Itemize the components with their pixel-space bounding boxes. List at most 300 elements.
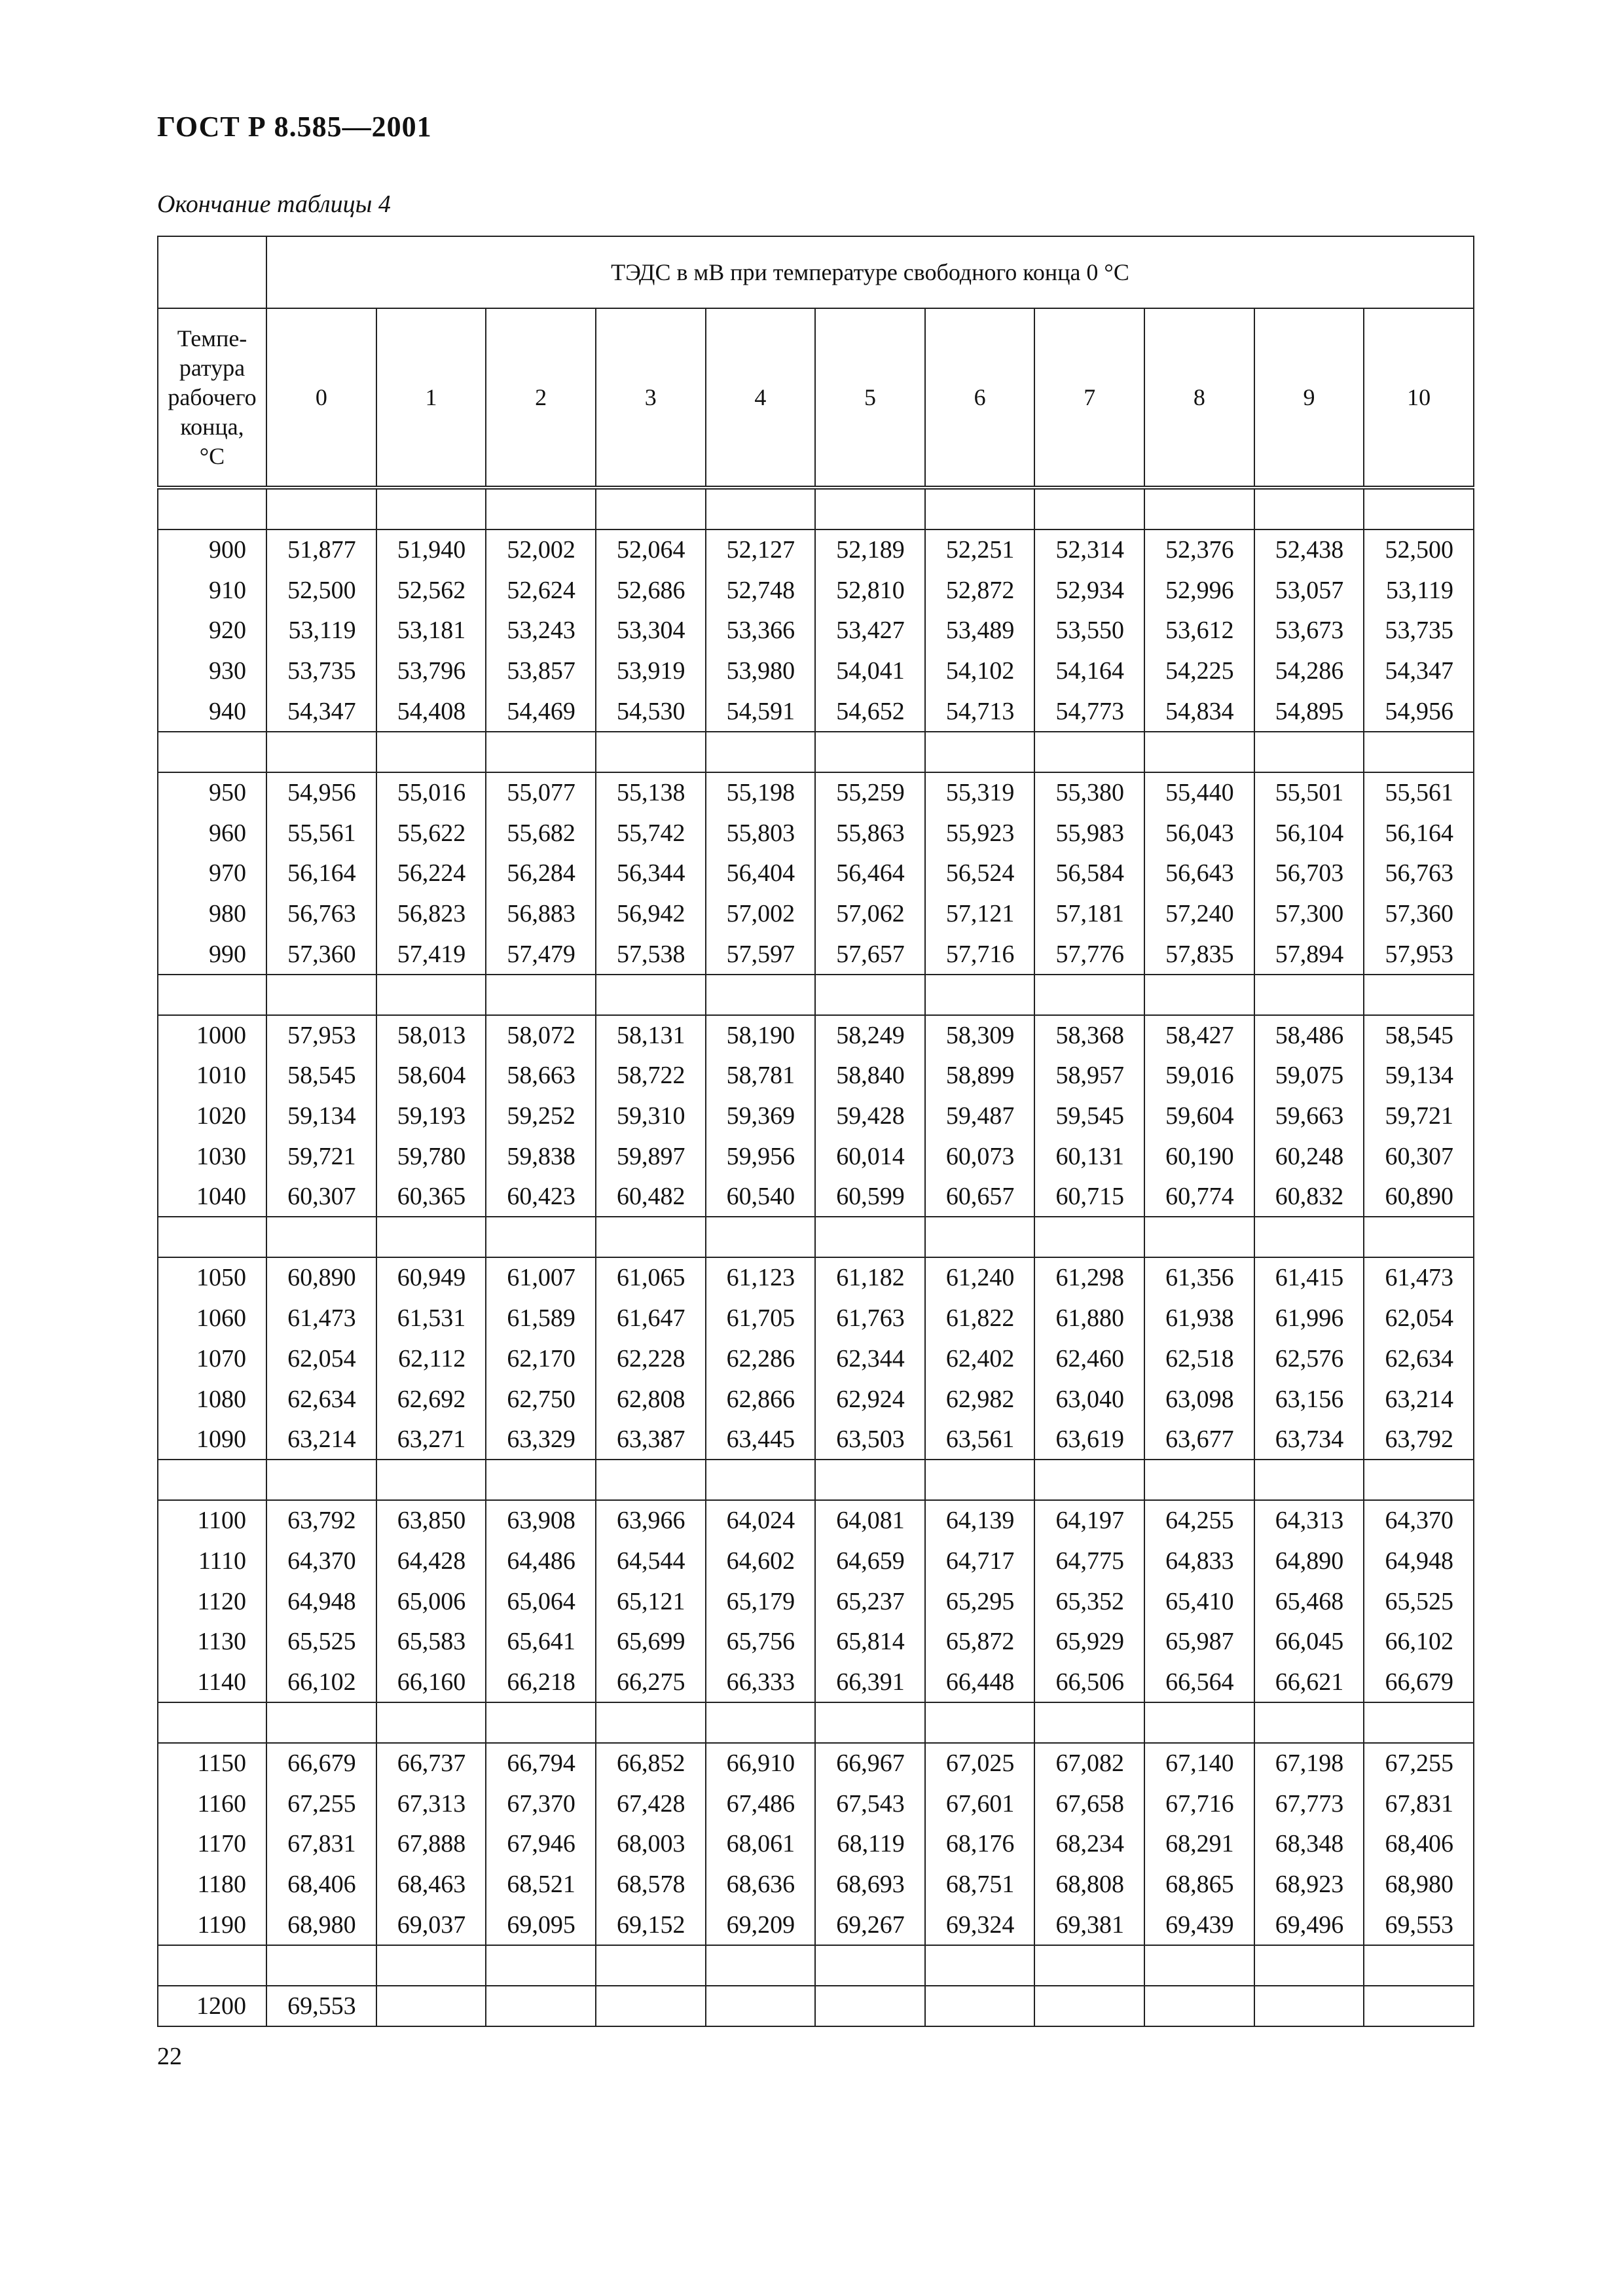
temperature-cell: 1130 <box>158 1622 266 1662</box>
emf-value-cell: 62,634 <box>1364 1339 1474 1380</box>
emf-value-cell: 67,428 <box>596 1784 706 1825</box>
separator-cell <box>1034 1945 1144 1986</box>
emf-value-cell: 65,641 <box>486 1622 596 1662</box>
temperature-cell: 1190 <box>158 1905 266 1945</box>
temperature-cell: 1000 <box>158 1015 266 1056</box>
emf-value-cell: 67,888 <box>376 1824 486 1865</box>
emf-value-cell: 62,924 <box>815 1380 925 1420</box>
emf-value-cell: 64,833 <box>1144 1541 1254 1582</box>
separator-cell <box>486 975 596 1015</box>
emf-value-cell: 68,176 <box>925 1824 1035 1865</box>
emf-value-cell: 57,002 <box>706 894 816 935</box>
emf-value-cell: 59,838 <box>486 1137 596 1177</box>
separator-cell <box>1254 1702 1364 1743</box>
emf-value-cell: 62,344 <box>815 1339 925 1380</box>
emf-value-cell: 59,252 <box>486 1096 596 1137</box>
table-row <box>158 1986 1474 2026</box>
emf-value-cell: 61,822 <box>925 1299 1035 1339</box>
emf-value-cell: 64,948 <box>266 1582 376 1623</box>
temperature-cell: 990 <box>158 935 266 975</box>
table-row <box>158 1582 1474 1623</box>
emf-value-cell: 58,013 <box>376 1015 486 1056</box>
emf-value-cell: 62,692 <box>376 1380 486 1420</box>
emf-value-cell <box>1364 1986 1474 2026</box>
emf-value-cell: 66,679 <box>1364 1662 1474 1702</box>
table-row <box>158 1865 1474 1905</box>
separator-cell <box>486 488 596 529</box>
emf-value-cell: 65,583 <box>376 1622 486 1662</box>
emf-value-cell: 60,014 <box>815 1137 925 1177</box>
separator-cell <box>376 975 486 1015</box>
emf-value-cell: 61,415 <box>1254 1257 1364 1299</box>
emf-value-cell: 64,255 <box>1144 1500 1254 1541</box>
emf-value-cell: 65,929 <box>1034 1622 1144 1662</box>
emf-value-cell: 54,530 <box>596 692 706 732</box>
emf-value-cell: 62,750 <box>486 1380 596 1420</box>
column-header: 5 <box>815 308 925 488</box>
emf-value-cell: 52,934 <box>1034 571 1144 611</box>
emf-value-cell: 56,942 <box>596 894 706 935</box>
separator-cell <box>925 732 1035 772</box>
separator-cell <box>1144 1702 1254 1743</box>
emf-value-cell: 52,438 <box>1254 529 1364 571</box>
emf-value-cell: 59,016 <box>1144 1056 1254 1096</box>
emf-value-cell: 67,658 <box>1034 1784 1144 1825</box>
emf-value-cell: 57,894 <box>1254 935 1364 975</box>
emf-value-cell: 63,040 <box>1034 1380 1144 1420</box>
temperature-header-line: Темпе- <box>177 325 247 351</box>
emf-value-cell: 67,255 <box>266 1784 376 1825</box>
table-row <box>158 1177 1474 1217</box>
emf-value-cell: 64,486 <box>486 1541 596 1582</box>
emf-value-cell: 69,381 <box>1034 1905 1144 1945</box>
temperature-cell: 970 <box>158 853 266 894</box>
table-row <box>158 529 1474 571</box>
separator-cell <box>596 732 706 772</box>
emf-value-cell: 56,104 <box>1254 814 1364 854</box>
emf-value-cell: 64,197 <box>1034 1500 1144 1541</box>
table-row <box>158 1137 1474 1177</box>
emf-value-cell: 59,780 <box>376 1137 486 1177</box>
emf-value-cell: 65,872 <box>925 1622 1035 1662</box>
group-separator-row <box>158 1217 1474 1257</box>
separator-cell <box>706 1460 816 1500</box>
separator-cell <box>596 1945 706 1986</box>
super-header-row <box>158 236 1474 308</box>
table-row <box>158 1096 1474 1137</box>
temperature-header-line: рабочего <box>168 384 257 410</box>
emf-value-cell <box>706 1986 816 2026</box>
emf-value-cell: 63,561 <box>925 1420 1035 1460</box>
emf-value-cell: 56,584 <box>1034 853 1144 894</box>
group-separator-row <box>158 1702 1474 1743</box>
emf-value-cell: 66,275 <box>596 1662 706 1702</box>
temperature-cell: 1140 <box>158 1662 266 1702</box>
emf-value-cell: 54,041 <box>815 651 925 692</box>
separator-cell <box>1364 488 1474 529</box>
emf-value-cell: 66,564 <box>1144 1662 1254 1702</box>
table-row <box>158 1056 1474 1096</box>
emf-value-cell: 64,370 <box>266 1541 376 1582</box>
emf-value-cell: 67,370 <box>486 1784 596 1825</box>
emf-value-cell: 69,095 <box>486 1905 596 1945</box>
emf-value-cell: 52,996 <box>1144 571 1254 611</box>
emf-value-cell: 52,064 <box>596 529 706 571</box>
emf-value-cell: 53,796 <box>376 651 486 692</box>
emf-value-cell: 54,347 <box>266 692 376 732</box>
separator-cell <box>158 1217 266 1257</box>
emf-value-cell: 68,463 <box>376 1865 486 1905</box>
emf-value-cell: 54,591 <box>706 692 816 732</box>
separator-cell <box>1034 975 1144 1015</box>
emf-value-cell: 62,518 <box>1144 1339 1254 1380</box>
separator-cell <box>706 732 816 772</box>
separator-cell <box>266 1702 376 1743</box>
emf-value-cell: 63,329 <box>486 1420 596 1460</box>
emf-value-cell: 64,544 <box>596 1541 706 1582</box>
emf-value-cell: 61,705 <box>706 1299 816 1339</box>
emf-value-cell: 53,119 <box>1364 571 1474 611</box>
emf-value-cell: 60,832 <box>1254 1177 1364 1217</box>
emf-value-cell: 57,776 <box>1034 935 1144 975</box>
emf-value-cell: 68,119 <box>815 1824 925 1865</box>
emf-value-cell: 51,877 <box>266 529 376 571</box>
emf-value-cell: 57,716 <box>925 935 1035 975</box>
emf-value-cell: 64,024 <box>706 1500 816 1541</box>
temperature-cell: 1080 <box>158 1380 266 1420</box>
emf-value-cell: 58,427 <box>1144 1015 1254 1056</box>
emf-value-cell: 64,313 <box>1254 1500 1364 1541</box>
emf-value-cell: 52,748 <box>706 571 816 611</box>
emf-value-cell: 52,810 <box>815 571 925 611</box>
emf-value-cell: 69,267 <box>815 1905 925 1945</box>
emf-value-cell: 65,756 <box>706 1622 816 1662</box>
table-row <box>158 1015 1474 1056</box>
temperature-cell: 900 <box>158 529 266 571</box>
group-separator-row <box>158 732 1474 772</box>
emf-value-cell: 55,501 <box>1254 772 1364 814</box>
group-separator-row <box>158 1460 1474 1500</box>
emf-value-cell: 66,737 <box>376 1743 486 1784</box>
separator-cell <box>486 732 596 772</box>
emf-value-cell: 53,427 <box>815 611 925 651</box>
emf-value-cell <box>815 1986 925 2026</box>
emf-value-cell: 61,356 <box>1144 1257 1254 1299</box>
separator-cell <box>925 975 1035 1015</box>
emf-value-cell: 60,890 <box>266 1257 376 1299</box>
emf-value-cell: 56,404 <box>706 853 816 894</box>
emf-value-cell: 59,897 <box>596 1137 706 1177</box>
table-row <box>158 1743 1474 1784</box>
emf-value-cell: 52,127 <box>706 529 816 571</box>
emf-value-cell: 64,602 <box>706 1541 816 1582</box>
emf-value-cell: 60,365 <box>376 1177 486 1217</box>
emf-value-cell: 69,439 <box>1144 1905 1254 1945</box>
emf-value-cell: 67,601 <box>925 1784 1035 1825</box>
emf-value-cell: 55,682 <box>486 814 596 854</box>
emf-value-cell: 61,298 <box>1034 1257 1144 1299</box>
separator-cell <box>596 488 706 529</box>
emf-value-cell: 61,007 <box>486 1257 596 1299</box>
emf-value-cell: 58,309 <box>925 1015 1035 1056</box>
emf-value-cell <box>1034 1986 1144 2026</box>
emf-value-cell <box>925 1986 1035 2026</box>
emf-value-cell: 63,387 <box>596 1420 706 1460</box>
emf-value-cell: 54,102 <box>925 651 1035 692</box>
emf-value-cell: 55,622 <box>376 814 486 854</box>
separator-cell <box>1254 975 1364 1015</box>
emf-value-cell: 57,538 <box>596 935 706 975</box>
emf-value-cell: 57,300 <box>1254 894 1364 935</box>
emf-value-cell: 60,949 <box>376 1257 486 1299</box>
emf-value-cell: 62,170 <box>486 1339 596 1380</box>
emf-value-cell: 53,735 <box>1364 611 1474 651</box>
emf-value-cell: 65,295 <box>925 1582 1035 1623</box>
table-row <box>158 894 1474 935</box>
emf-value-cell: 66,448 <box>925 1662 1035 1702</box>
temperature-cell: 1030 <box>158 1137 266 1177</box>
separator-cell <box>158 975 266 1015</box>
emf-value-cell: 52,500 <box>266 571 376 611</box>
emf-value-cell: 58,131 <box>596 1015 706 1056</box>
emf-value-cell: 54,713 <box>925 692 1035 732</box>
document-title: ГОСТ Р 8.585—2001 <box>157 111 432 143</box>
separator-cell <box>1144 1217 1254 1257</box>
column-header: 2 <box>486 308 596 488</box>
emf-value-cell: 63,966 <box>596 1500 706 1541</box>
separator-cell <box>925 1945 1035 1986</box>
emf-value-cell: 68,521 <box>486 1865 596 1905</box>
emf-value-cell: 66,679 <box>266 1743 376 1784</box>
emf-value-cell: 63,734 <box>1254 1420 1364 1460</box>
emf-value-cell: 61,531 <box>376 1299 486 1339</box>
separator-cell <box>1144 1945 1254 1986</box>
emf-value-cell: 55,319 <box>925 772 1035 814</box>
emf-value-cell: 60,599 <box>815 1177 925 1217</box>
temperature-cell: 1040 <box>158 1177 266 1217</box>
emf-value-cell: 62,228 <box>596 1339 706 1380</box>
emf-value-cell: 65,525 <box>1364 1582 1474 1623</box>
table-row <box>158 1299 1474 1339</box>
table-row <box>158 1339 1474 1380</box>
emf-value-cell: 60,715 <box>1034 1177 1144 1217</box>
temperature-cell: 1050 <box>158 1257 266 1299</box>
table-body <box>158 488 1474 2026</box>
separator-cell <box>1364 1217 1474 1257</box>
emf-value-cell: 69,324 <box>925 1905 1035 1945</box>
temperature-cell: 1120 <box>158 1582 266 1623</box>
separator-cell <box>1254 732 1364 772</box>
emf-value-cell: 57,479 <box>486 935 596 975</box>
emf-value-cell: 57,360 <box>1364 894 1474 935</box>
emf-value-cell: 63,214 <box>1364 1380 1474 1420</box>
separator-cell <box>376 732 486 772</box>
emf-value-cell: 62,402 <box>925 1339 1035 1380</box>
emf-value-cell: 56,224 <box>376 853 486 894</box>
emf-value-cell: 61,473 <box>1364 1257 1474 1299</box>
page-number: 22 <box>157 2043 182 2070</box>
emf-value-cell: 54,834 <box>1144 692 1254 732</box>
emf-value-cell: 60,890 <box>1364 1177 1474 1217</box>
table-row <box>158 1500 1474 1541</box>
emf-value-cell: 63,619 <box>1034 1420 1144 1460</box>
emf-value-cell: 68,808 <box>1034 1865 1144 1905</box>
emf-value-cell: 67,946 <box>486 1824 596 1865</box>
column-header-row <box>158 308 1474 488</box>
separator-cell <box>1034 488 1144 529</box>
temperature-cell: 920 <box>158 611 266 651</box>
emf-value-cell <box>376 1986 486 2026</box>
temperature-cell: 960 <box>158 814 266 854</box>
separator-cell <box>596 1702 706 1743</box>
emf-value-cell: 62,634 <box>266 1380 376 1420</box>
emf-value-cell: 57,657 <box>815 935 925 975</box>
emf-value-cell: 62,112 <box>376 1339 486 1380</box>
emf-value-cell: 59,487 <box>925 1096 1035 1137</box>
emf-value-cell: 54,956 <box>1364 692 1474 732</box>
separator-cell <box>158 1460 266 1500</box>
emf-value-cell: 69,152 <box>596 1905 706 1945</box>
column-header: 1 <box>376 308 486 488</box>
emf-value-cell: 52,002 <box>486 529 596 571</box>
emf-value-cell: 56,763 <box>266 894 376 935</box>
emf-value-cell: 55,440 <box>1144 772 1254 814</box>
emf-value-cell: 68,348 <box>1254 1824 1364 1865</box>
separator-cell <box>1254 488 1364 529</box>
emf-value-cell: 54,773 <box>1034 692 1144 732</box>
temperature-header-line: конца, <box>180 413 244 440</box>
emf-value-cell: 62,286 <box>706 1339 816 1380</box>
separator-cell <box>376 1702 486 1743</box>
separator-cell <box>706 975 816 1015</box>
separator-cell <box>925 1702 1035 1743</box>
temperature-cell: 980 <box>158 894 266 935</box>
emf-value-cell: 60,540 <box>706 1177 816 1217</box>
emf-value-cell: 66,506 <box>1034 1662 1144 1702</box>
emf-value-cell: 67,140 <box>1144 1743 1254 1784</box>
emf-value-cell: 63,677 <box>1144 1420 1254 1460</box>
column-header: 7 <box>1034 308 1144 488</box>
emf-value-cell: 53,550 <box>1034 611 1144 651</box>
column-header: 6 <box>925 308 1035 488</box>
emf-value-cell: 55,138 <box>596 772 706 814</box>
emf-value-cell: 68,406 <box>1364 1824 1474 1865</box>
separator-cell <box>596 975 706 1015</box>
emf-value-cell: 67,313 <box>376 1784 486 1825</box>
emf-value-cell: 58,545 <box>1364 1015 1474 1056</box>
separator-cell <box>376 1945 486 1986</box>
emf-value-cell: 67,831 <box>1364 1784 1474 1825</box>
emf-value-cell: 69,037 <box>376 1905 486 1945</box>
emf-value-cell: 65,352 <box>1034 1582 1144 1623</box>
emf-value-cell: 54,956 <box>266 772 376 814</box>
separator-cell <box>596 1460 706 1500</box>
group-separator-row <box>158 488 1474 529</box>
emf-value-cell: 67,198 <box>1254 1743 1364 1784</box>
emf-value-cell: 67,025 <box>925 1743 1035 1784</box>
separator-cell <box>158 732 266 772</box>
emf-value-cell: 57,597 <box>706 935 816 975</box>
temperature-cell: 930 <box>158 651 266 692</box>
emf-value-cell: 58,781 <box>706 1056 816 1096</box>
separator-cell <box>815 1217 925 1257</box>
emf-value-cell: 60,248 <box>1254 1137 1364 1177</box>
separator-cell <box>1364 732 1474 772</box>
emf-value-cell: 64,948 <box>1364 1541 1474 1582</box>
emf-value-cell: 53,243 <box>486 611 596 651</box>
table-row <box>158 1541 1474 1582</box>
separator-cell <box>1144 1460 1254 1500</box>
emf-value-cell: 61,182 <box>815 1257 925 1299</box>
group-separator-row <box>158 975 1474 1015</box>
emf-value-cell: 59,193 <box>376 1096 486 1137</box>
temperature-cell: 910 <box>158 571 266 611</box>
emf-value-cell: 57,181 <box>1034 894 1144 935</box>
emf-value-cell: 57,419 <box>376 935 486 975</box>
emf-value-cell: 56,763 <box>1364 853 1474 894</box>
separator-cell <box>486 1217 596 1257</box>
emf-value-cell: 53,057 <box>1254 571 1364 611</box>
emf-value-cell: 65,179 <box>706 1582 816 1623</box>
separator-cell <box>1254 1460 1364 1500</box>
emf-value-cell: 55,259 <box>815 772 925 814</box>
emf-value-cell: 66,102 <box>266 1662 376 1702</box>
emf-value-cell: 59,134 <box>1364 1056 1474 1096</box>
emf-value-cell: 56,643 <box>1144 853 1254 894</box>
emf-value-cell: 63,271 <box>376 1420 486 1460</box>
emf-value-cell: 56,284 <box>486 853 596 894</box>
emf-value-cell: 65,699 <box>596 1622 706 1662</box>
emf-value-cell: 64,428 <box>376 1541 486 1582</box>
emf-value-cell: 52,314 <box>1034 529 1144 571</box>
emf-value-cell: 60,307 <box>1364 1137 1474 1177</box>
temperature-cell: 1020 <box>158 1096 266 1137</box>
emf-value-cell: 57,240 <box>1144 894 1254 935</box>
emf-value-cell: 65,121 <box>596 1582 706 1623</box>
emf-value-cell: 63,445 <box>706 1420 816 1460</box>
separator-cell <box>266 1217 376 1257</box>
table-row <box>158 571 1474 611</box>
separator-cell <box>1034 1217 1144 1257</box>
emf-value-cell: 66,910 <box>706 1743 816 1784</box>
emf-value-cell: 59,075 <box>1254 1056 1364 1096</box>
thermo-emf-table <box>157 236 1474 2027</box>
emf-value-cell: 66,852 <box>596 1743 706 1784</box>
emf-value-cell: 53,857 <box>486 651 596 692</box>
emf-value-cell: 68,923 <box>1254 1865 1364 1905</box>
emf-value-cell: 65,237 <box>815 1582 925 1623</box>
table-row <box>158 814 1474 854</box>
emf-value-cell: 67,082 <box>1034 1743 1144 1784</box>
emf-value-cell: 61,065 <box>596 1257 706 1299</box>
emf-value-cell: 65,987 <box>1144 1622 1254 1662</box>
table-row <box>158 692 1474 732</box>
emf-value-cell: 56,164 <box>266 853 376 894</box>
emf-value-cell: 63,792 <box>1364 1420 1474 1460</box>
emf-super-header: ТЭДС в мВ при температуре свободного конца 0 °C <box>266 236 1474 308</box>
separator-cell <box>1254 1217 1364 1257</box>
emf-value-cell: 53,673 <box>1254 611 1364 651</box>
temperature-cell: 1160 <box>158 1784 266 1825</box>
emf-value-cell: 58,957 <box>1034 1056 1144 1096</box>
temperature-cell: 1180 <box>158 1865 266 1905</box>
emf-value-cell: 52,872 <box>925 571 1035 611</box>
emf-value-cell: 68,003 <box>596 1824 706 1865</box>
emf-value-cell: 55,380 <box>1034 772 1144 814</box>
emf-value-cell: 68,980 <box>1364 1865 1474 1905</box>
emf-value-cell: 52,500 <box>1364 529 1474 571</box>
temperature-cell: 1100 <box>158 1500 266 1541</box>
